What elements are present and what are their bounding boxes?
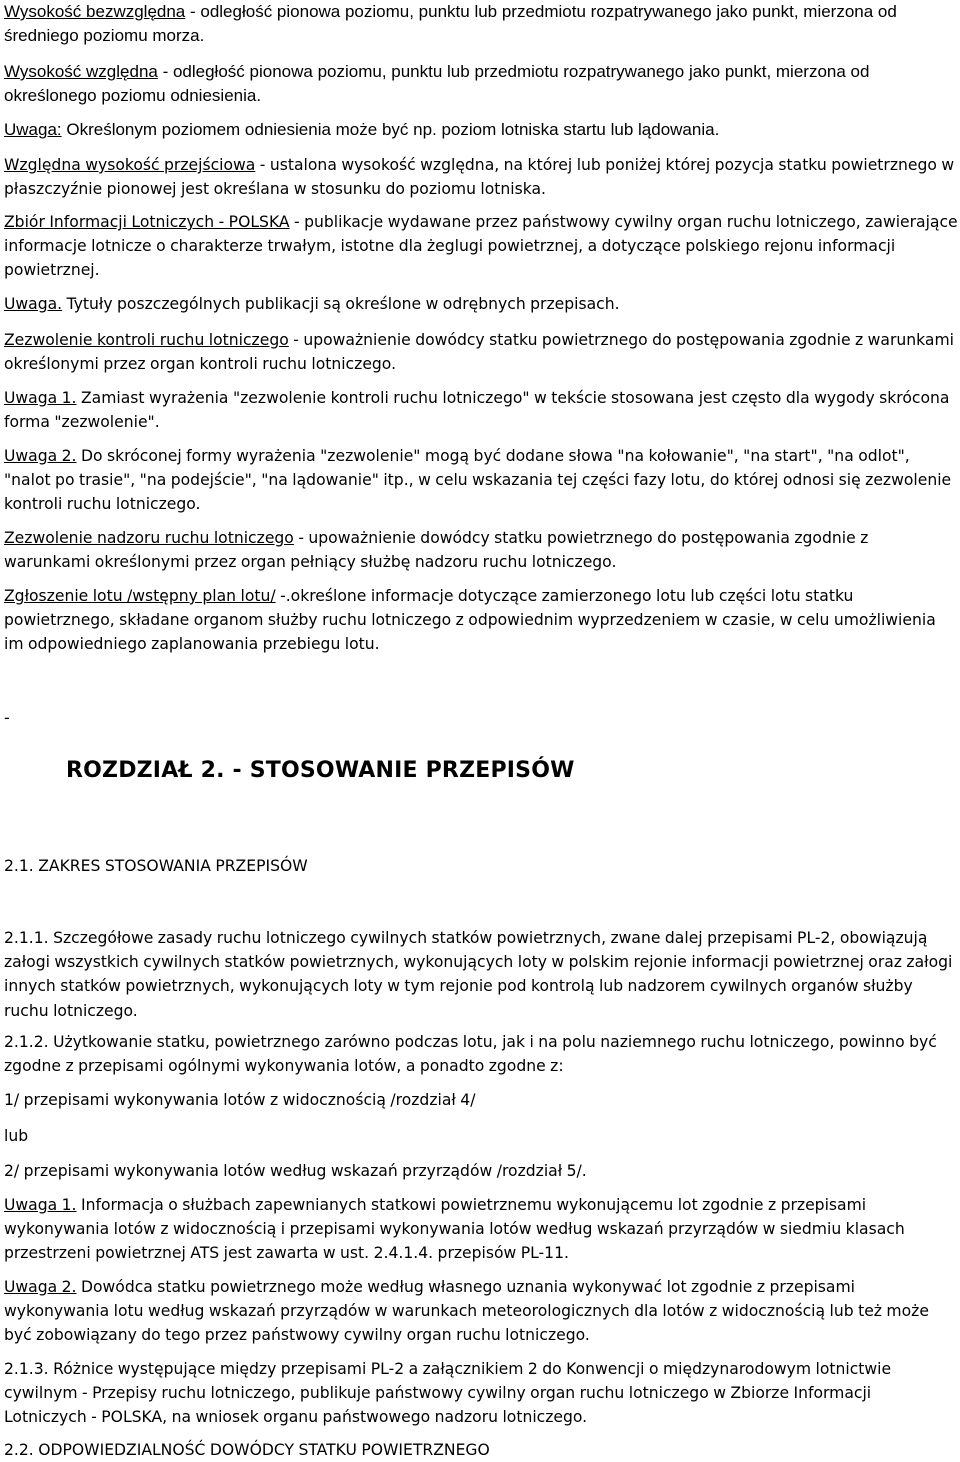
- definition-term[interactable]: Względna wysokość przejściowa: [4, 156, 256, 174]
- definition-term[interactable]: Zezwolenie kontroli ruchu lotniczego: [4, 331, 289, 349]
- section-heading-2-1: 2.1. ZAKRES STOSOWANIA PRZEPISÓW: [4, 857, 308, 875]
- definition-atc-clearance: [4, 328, 958, 376]
- definition-transition-height: [4, 153, 958, 201]
- definition-absolute-altitude: [4, 0, 958, 48]
- definition-text: - odległość pionowa poziomu, punktu lub przedmiotu rozpatrywanego jako punkt, mierzona od określonego poziomu odniesienia.: [4, 62, 870, 106]
- definition-aip-polska: [4, 210, 958, 283]
- definition-note: [4, 118, 958, 142]
- definition-text: - upoważnienie dowódcy statku powietrznego do postępowania zgodnie z warunkami określonymi przez organ kontroli ruchu lotniczego.: [4, 331, 954, 374]
- note-text: Do skróconej formy wyrażenia "zezwolenie" mogą być dodane słowa "na kołowanie", "na start", "na odlot", "nalot po trasie", "na podejście", "na lądowanie" itp., w celu wskazania tej części fazy lotu, do której odnosi się zezwolenie kontroli ruchu lotniczego.: [4, 447, 952, 514]
- list-item-2: 2/ przepisami wykonywania lotów według wskazań przyrządów /rozdział 5/.: [4, 1162, 587, 1180]
- note-label[interactable]: Uwaga 2.: [4, 1278, 77, 1296]
- definition-note: [4, 444, 958, 517]
- definition-text: -.określone informacje dotyczące zamierzonego lotu lub części lotu statku powietrznego, składane organom służby ruchu lotniczego z odpowiednim wyprzedzeniem w czasie, w celu umożliwienia im odpowiedniego zaplanowania przebiegu lotu.: [4, 587, 936, 654]
- note-label[interactable]: Uwaga.: [4, 295, 63, 313]
- definition-text: - publikacje wydawane przez państwowy cywilny organ ruchu lotniczego, zawierające informacje lotnicze o charakterze trwałym, istotne dla żeglugi powietrznej, a dotyczące polskiego rejonu informacji powietrznej.: [4, 213, 958, 280]
- paragraph-2-1-2: 2.1.2. Użytkowanie statku, powietrznego zarówno podczas lotu, jak i na polu naziemnego ruchu lotniczego, powinno być zgodne z przepisami ogólnymi wykonywania lotów, a ponadto zgodne z:: [4, 1033, 937, 1076]
- note-1: [4, 1193, 958, 1266]
- paragraph-2-1-1: 2.1.1. Szczegółowe zasady ruchu lotniczego cywilnych statków powietrznych, zwane dalej przepisami PL-2, obowiązują załogi wszystkich cywilnych statków powietrznych, wykonujących loty w polskim rejonie informacji powietrznej oraz załogi innych statków powietrznych, wykonujących loty w tym rejonie pod kontrolą lub nadzorem cywilnych organów służby ruchu lotniczego.: [4, 929, 953, 1020]
- definition-flight-notification: [4, 584, 958, 657]
- definition-term[interactable]: Zgłoszenie lotu /wstępny plan lotu/: [4, 587, 276, 605]
- definition-atc-supervision-clearance: [4, 526, 958, 574]
- separator-dash: -: [4, 708, 10, 727]
- definition-relative-altitude: [4, 60, 958, 108]
- definition-term[interactable]: Wysokość względna: [4, 62, 158, 81]
- note-text: Zamiast wyrażenia "zezwolenie kontroli ruchu lotniczego" w tekście stosowana jest często dla wygody skrócona forma "zezwolenie".: [4, 389, 950, 432]
- paragraph-2-1-3: 2.1.3. Różnice występujące między przepisami PL-2 a załącznikiem 2 do Konwencji o międzynarodowym lotnictwie cywilnym - Przepisy ruchu lotniczego, publikuje państwowy cywilny organ ruchu lotniczego w Zbiorze Informacji Lotniczych - POLSKA, na wniosek organu państwowego nadzoru lotniczego.: [4, 1360, 892, 1427]
- definition-term[interactable]: Zbiór Informacji Lotniczych - POLSKA: [4, 213, 290, 231]
- definition-note: [4, 292, 958, 316]
- definition-text: - ustalona wysokość względna, na której lub poniżej której pozycja statku powietrznego w płaszczyźnie pionowej jest określana w stosunku do poziomu lotniska.: [4, 156, 955, 199]
- definition-note: [4, 386, 958, 434]
- note-text: Dowódca statku powietrznego może według własnego uznania wykonywać lot zgodnie z przepisami wykonywania lotu według wskazań przyrządów w warunkach meteorologicznych dla lotów z widocznością lub też może być zobowiązany do tego przez państwowy cywilny organ ruchu lotniczego.: [4, 1278, 929, 1345]
- list-item-1: 1/ przepisami wykonywania lotów z widocznością /rozdział 4/: [4, 1091, 476, 1109]
- list-item-or: lub: [4, 1127, 29, 1145]
- chapter-heading: ROZDZIAŁ 2. - STOSOWANIE PRZEPISÓW: [66, 758, 575, 783]
- note-2: [4, 1275, 958, 1348]
- note-text: Informacja o służbach zapewnianych statkowi powietrznemu wykonującemu lot zgodnie z przepisami wykonywania lotów z widocznością i przepisami wykonywania lotów według wskazań przyrządów w siedmiu klasach przestrzeni powietrznej ATS jest zawarta w ust. 2.4.1.4. przepisów PL-11.: [4, 1196, 905, 1263]
- definition-term[interactable]: Zezwolenie nadzoru ruchu lotniczego: [4, 529, 294, 547]
- definition-term[interactable]: Wysokość bezwzględna: [4, 2, 186, 21]
- note-text: Określonym poziomem odniesienia może być np. poziom lotniska startu lub lądowania.: [61, 120, 720, 139]
- note-label[interactable]: Uwaga 1.: [4, 1196, 77, 1214]
- note-label[interactable]: Uwaga 1.: [4, 389, 77, 407]
- definition-text: - odległość pionowa poziomu, punktu lub przedmiotu rozpatrywanego jako punkt, mierzona od średniego poziomu morza.: [4, 2, 897, 46]
- definition-text: - upoważnienie dowódcy statku powietrznego do postępowania zgodnie z warunkami określonymi przez organ pełniący służbę nadzoru ruchu lotniczego.: [4, 529, 869, 572]
- note-label[interactable]: Uwaga:: [4, 120, 62, 139]
- note-text: Tytuły poszczególnych publikacji są określone w odrębnych przepisach.: [62, 295, 620, 313]
- note-label[interactable]: Uwaga 2.: [4, 447, 77, 465]
- section-heading-2-2: 2.2. ODPOWIEDZIALNOŚĆ DOWÓDCY STATKU POWIETRZNEGO: [4, 1441, 490, 1459]
